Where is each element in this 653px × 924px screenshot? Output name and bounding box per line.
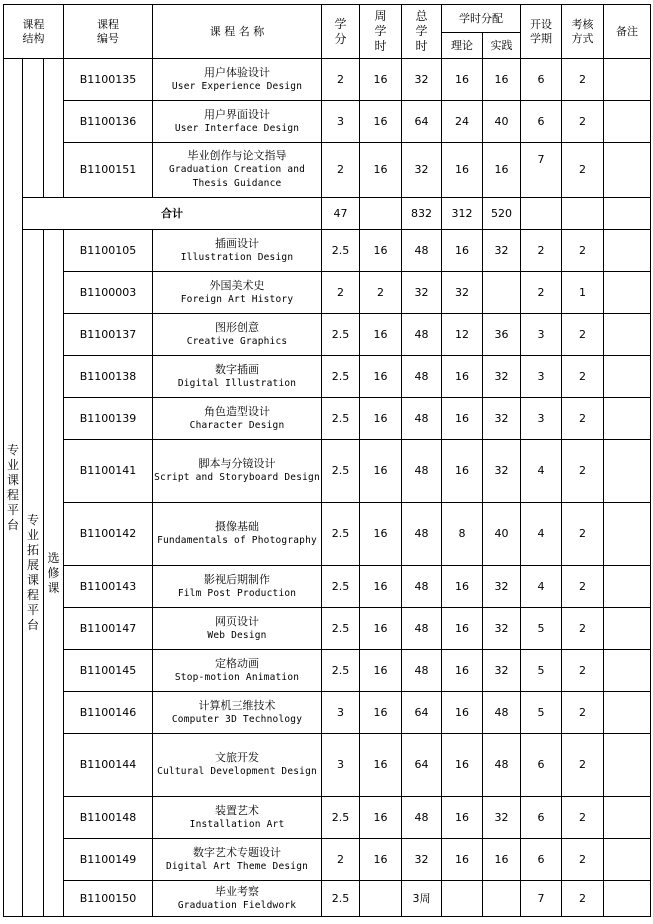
table-row bbox=[4, 356, 651, 398]
assessment-cell: 2 bbox=[562, 608, 604, 650]
credit-cell: 2.5 bbox=[322, 608, 360, 650]
remarks-cell bbox=[604, 734, 651, 797]
total-hours-cell: 32 bbox=[402, 143, 442, 198]
credit-cell: 2.5 bbox=[322, 503, 360, 566]
assessment-cell: 2 bbox=[562, 440, 604, 503]
total-semester bbox=[521, 198, 562, 230]
assessment-cell: 2 bbox=[562, 101, 604, 143]
course-name-en: Graduation Creation and Thesis Guidance bbox=[168, 164, 306, 189]
remarks-cell bbox=[604, 650, 651, 692]
semester-cell: 5 bbox=[521, 650, 562, 692]
table-row bbox=[4, 101, 651, 143]
course-code: B1100144 bbox=[64, 734, 153, 797]
total-hours-cell: 64 bbox=[402, 692, 442, 734]
course-table bbox=[3, 4, 651, 917]
course-code: B1100151 bbox=[64, 143, 153, 198]
semester-cell: 2 bbox=[521, 230, 562, 272]
theory-hours-cell: 16 bbox=[442, 566, 483, 608]
weekly-hours-cell: 16 bbox=[360, 101, 402, 143]
remarks-cell bbox=[604, 692, 651, 734]
credit-cell: 2.5 bbox=[322, 797, 360, 839]
total-hours-cell: 48 bbox=[402, 650, 442, 692]
practice-hours-cell: 40 bbox=[483, 503, 521, 566]
semester-cell: 4 bbox=[521, 566, 562, 608]
assessment-cell: 2 bbox=[562, 839, 604, 881]
theory-hours-cell: 16 bbox=[442, 398, 483, 440]
course-name-en: Illustration Design bbox=[180, 251, 294, 263]
total-label: 合计 bbox=[23, 198, 322, 230]
course-name-en: Computer 3D Technology bbox=[171, 713, 303, 725]
weekly-hours-cell: 16 bbox=[360, 839, 402, 881]
semester-cell: 3 bbox=[521, 314, 562, 356]
header-total-hours: 总学时 bbox=[402, 5, 442, 59]
weekly-hours-cell: 16 bbox=[360, 503, 402, 566]
assessment-cell: 2 bbox=[562, 230, 604, 272]
course-name-cn: 用户界面设计 bbox=[204, 107, 271, 121]
course-name bbox=[153, 59, 322, 101]
course-code: B1100136 bbox=[64, 101, 153, 143]
course-name-cn: 毕业考察 bbox=[215, 884, 260, 898]
total-hours-cell: 64 bbox=[402, 101, 442, 143]
header-hours-distribution: 学时分配 bbox=[442, 5, 521, 33]
practice-hours-cell: 32 bbox=[483, 398, 521, 440]
table-row bbox=[4, 440, 651, 503]
course-name bbox=[153, 503, 322, 566]
assessment-cell: 1 bbox=[562, 272, 604, 314]
weekly-hours-cell: 16 bbox=[360, 734, 402, 797]
total-hours-cell: 64 bbox=[402, 734, 442, 797]
practice-hours-cell: 48 bbox=[483, 734, 521, 797]
remarks-cell bbox=[604, 101, 651, 143]
course-code: B1100147 bbox=[64, 608, 153, 650]
course-name-cn: 影视后期制作 bbox=[204, 572, 271, 586]
course-name-en: Fundamentals of Photography bbox=[157, 535, 317, 546]
table-row bbox=[4, 692, 651, 734]
semester-cell: 5 bbox=[521, 692, 562, 734]
course-name-cn: 数字插画 bbox=[215, 362, 260, 376]
credit-cell: 2 bbox=[322, 839, 360, 881]
course-name-cn: 插画设计 bbox=[215, 236, 260, 250]
credit-cell: 2.5 bbox=[322, 314, 360, 356]
structure-platform: 专业课程平台 bbox=[4, 59, 23, 917]
credit-cell: 3 bbox=[322, 734, 360, 797]
table-row bbox=[4, 398, 651, 440]
course-name bbox=[153, 398, 322, 440]
remarks-cell bbox=[604, 230, 651, 272]
total-credit: 47 bbox=[322, 198, 360, 230]
theory-hours-cell: 16 bbox=[442, 59, 483, 101]
semester-cell: 7 bbox=[521, 143, 562, 198]
theory-hours-cell: 12 bbox=[442, 314, 483, 356]
assessment-cell: 2 bbox=[562, 398, 604, 440]
course-name-en: Creative Graphics bbox=[186, 335, 288, 347]
course-name-cn: 外国美术史 bbox=[209, 278, 265, 292]
theory-hours-cell: 16 bbox=[442, 230, 483, 272]
total-hours-cell: 32 bbox=[402, 839, 442, 881]
theory-hours-cell: 16 bbox=[442, 692, 483, 734]
header-structure: 课程结构 bbox=[4, 5, 64, 59]
course-code: B1100145 bbox=[64, 650, 153, 692]
weekly-hours-cell: 16 bbox=[360, 440, 402, 503]
course-code: B1100146 bbox=[64, 692, 153, 734]
course-code: B1100003 bbox=[64, 272, 153, 314]
practice-hours-cell: 32 bbox=[483, 797, 521, 839]
credit-cell: 2.5 bbox=[322, 881, 360, 917]
course-name-en: Film Post Production bbox=[177, 587, 297, 599]
semester-cell: 4 bbox=[521, 440, 562, 503]
practice-hours-cell: 40 bbox=[483, 101, 521, 143]
table-row bbox=[4, 272, 651, 314]
table-row bbox=[4, 59, 651, 101]
practice-hours-cell: 32 bbox=[483, 440, 521, 503]
theory-hours-cell: 32 bbox=[442, 272, 483, 314]
theory-hours-cell: 16 bbox=[442, 839, 483, 881]
course-code: B1100148 bbox=[64, 797, 153, 839]
credit-cell: 2.5 bbox=[322, 650, 360, 692]
semester-cell: 2 bbox=[521, 272, 562, 314]
assessment-cell: 2 bbox=[562, 692, 604, 734]
header-credit: 学分 bbox=[322, 5, 360, 59]
course-name-en: User Experience Design bbox=[171, 80, 303, 92]
practice-hours-cell bbox=[483, 272, 521, 314]
course-code: B1100137 bbox=[64, 314, 153, 356]
remarks-cell bbox=[604, 503, 651, 566]
theory-hours-cell: 16 bbox=[442, 143, 483, 198]
weekly-hours-cell: 16 bbox=[360, 314, 402, 356]
weekly-hours-cell: 16 bbox=[360, 143, 402, 198]
theory-hours-cell: 16 bbox=[442, 734, 483, 797]
total-hours-cell: 48 bbox=[402, 608, 442, 650]
course-name bbox=[153, 440, 322, 503]
structure-spacer bbox=[23, 59, 44, 198]
weekly-hours-cell bbox=[360, 881, 402, 917]
weekly-hours-cell: 16 bbox=[360, 608, 402, 650]
course-name bbox=[153, 272, 322, 314]
semester-cell: 5 bbox=[521, 608, 562, 650]
semester-cell: 7 bbox=[521, 881, 562, 917]
assessment-cell: 2 bbox=[562, 143, 604, 198]
total-hours: 832 bbox=[402, 198, 442, 230]
course-name bbox=[153, 101, 322, 143]
table-row bbox=[4, 608, 651, 650]
assessment-cell: 2 bbox=[562, 881, 604, 917]
practice-hours-cell: 32 bbox=[483, 650, 521, 692]
assessment-cell: 2 bbox=[562, 503, 604, 566]
course-name bbox=[153, 881, 322, 917]
total-hours-cell: 48 bbox=[402, 356, 442, 398]
header-name: 课 程 名 称 bbox=[153, 5, 322, 59]
course-name bbox=[153, 692, 322, 734]
course-name-cn: 数字艺术专题设计 bbox=[193, 845, 282, 859]
remarks-cell bbox=[604, 143, 651, 198]
total-weekly bbox=[360, 198, 402, 230]
course-name-en: Web Design bbox=[207, 629, 267, 641]
theory-hours-cell: 16 bbox=[442, 608, 483, 650]
weekly-hours-cell: 16 bbox=[360, 230, 402, 272]
weekly-hours-cell: 16 bbox=[360, 356, 402, 398]
theory-hours-cell: 8 bbox=[442, 503, 483, 566]
remarks-cell bbox=[604, 566, 651, 608]
course-name-en: Cultural Development Design bbox=[157, 766, 317, 777]
remarks-cell bbox=[604, 797, 651, 839]
course-name bbox=[153, 650, 322, 692]
table-row bbox=[4, 503, 651, 566]
practice-hours-cell: 32 bbox=[483, 356, 521, 398]
header-weekly-hours: 周学时 bbox=[360, 5, 402, 59]
course-name-cn: 装置艺术 bbox=[215, 803, 260, 817]
course-name-cn: 摄像基础 bbox=[215, 520, 260, 533]
semester-cell: 6 bbox=[521, 101, 562, 143]
remarks-cell bbox=[604, 59, 651, 101]
course-code: B1100139 bbox=[64, 398, 153, 440]
total-remarks bbox=[604, 198, 651, 230]
course-name-cn: 图形创意 bbox=[215, 320, 260, 334]
theory-hours-cell: 16 bbox=[442, 356, 483, 398]
total-hours-cell: 48 bbox=[402, 797, 442, 839]
course-code: B1100105 bbox=[64, 230, 153, 272]
total-hours-cell: 32 bbox=[402, 272, 442, 314]
course-name bbox=[153, 839, 322, 881]
credit-cell: 2.5 bbox=[322, 398, 360, 440]
credit-cell: 3 bbox=[322, 692, 360, 734]
assessment-cell: 2 bbox=[562, 734, 604, 797]
total-hours-cell: 32 bbox=[402, 59, 442, 101]
semester-cell: 6 bbox=[521, 734, 562, 797]
credit-cell: 2 bbox=[322, 272, 360, 314]
course-name bbox=[153, 566, 322, 608]
course-code: B1100143 bbox=[64, 566, 153, 608]
structure-spacer bbox=[44, 59, 64, 198]
course-name-cn: 网页设计 bbox=[215, 614, 260, 628]
total-hours-cell: 3周 bbox=[402, 881, 442, 917]
theory-hours-cell: 24 bbox=[442, 101, 483, 143]
practice-hours-cell: 32 bbox=[483, 608, 521, 650]
structure-elective: 选修课 bbox=[44, 230, 64, 917]
weekly-hours-cell: 16 bbox=[360, 650, 402, 692]
course-code: B1100138 bbox=[64, 356, 153, 398]
table-row bbox=[4, 881, 651, 917]
course-name-en: Installation Art bbox=[189, 818, 285, 830]
practice-hours-cell: 16 bbox=[483, 59, 521, 101]
header-remarks: 备注 bbox=[604, 5, 651, 59]
course-name bbox=[153, 608, 322, 650]
course-name-cn: 定格动画 bbox=[215, 656, 260, 670]
remarks-cell bbox=[604, 398, 651, 440]
weekly-hours-cell: 16 bbox=[360, 59, 402, 101]
table-row bbox=[4, 566, 651, 608]
header-theory: 理论 bbox=[442, 33, 483, 59]
weekly-hours-cell: 16 bbox=[360, 566, 402, 608]
practice-hours-cell: 16 bbox=[483, 143, 521, 198]
weekly-hours-cell: 16 bbox=[360, 797, 402, 839]
assessment-cell: 2 bbox=[562, 59, 604, 101]
course-code: B1100142 bbox=[64, 503, 153, 566]
weekly-hours-cell: 16 bbox=[360, 692, 402, 734]
table-row bbox=[4, 839, 651, 881]
practice-hours-cell: 32 bbox=[483, 566, 521, 608]
weekly-hours-cell: 16 bbox=[360, 398, 402, 440]
assessment-cell: 2 bbox=[562, 650, 604, 692]
table-row bbox=[4, 314, 651, 356]
practice-hours-cell: 36 bbox=[483, 314, 521, 356]
header-assessment: 考核方式 bbox=[562, 5, 604, 59]
semester-cell: 6 bbox=[521, 59, 562, 101]
total-hours-cell: 48 bbox=[402, 314, 442, 356]
semester-cell: 6 bbox=[521, 839, 562, 881]
total-hours-cell: 48 bbox=[402, 566, 442, 608]
header-row bbox=[4, 5, 651, 33]
table-row bbox=[4, 797, 651, 839]
header-code: 课程编号 bbox=[64, 5, 153, 59]
remarks-cell bbox=[604, 881, 651, 917]
course-code: B1100141 bbox=[64, 440, 153, 503]
header-practice: 实践 bbox=[483, 33, 521, 59]
total-practice: 520 bbox=[483, 198, 521, 230]
course-name bbox=[153, 143, 322, 198]
table-row bbox=[4, 143, 651, 198]
remarks-cell bbox=[604, 272, 651, 314]
credit-cell: 2.5 bbox=[322, 230, 360, 272]
assessment-cell: 2 bbox=[562, 566, 604, 608]
course-code: B1100150 bbox=[64, 881, 153, 917]
total-hours-cell: 48 bbox=[402, 230, 442, 272]
course-code: B1100135 bbox=[64, 59, 153, 101]
practice-hours-cell: 48 bbox=[483, 692, 521, 734]
course-name bbox=[153, 734, 322, 797]
credit-cell: 2 bbox=[322, 143, 360, 198]
course-name-en: Digital Illustration bbox=[177, 377, 297, 389]
theory-hours-cell: 16 bbox=[442, 797, 483, 839]
course-name-en: Script and Storyboard Design bbox=[154, 472, 320, 483]
course-name-en: Stop-motion Animation bbox=[174, 671, 300, 683]
course-name-en: User Interface Design bbox=[174, 122, 300, 134]
total-row bbox=[4, 198, 651, 230]
weekly-hours-cell: 2 bbox=[360, 272, 402, 314]
course-code: B1100149 bbox=[64, 839, 153, 881]
course-name bbox=[153, 314, 322, 356]
course-name-cn: 用户体验设计 bbox=[204, 65, 271, 79]
semester-cell: 3 bbox=[521, 356, 562, 398]
assessment-cell: 2 bbox=[562, 797, 604, 839]
course-name bbox=[153, 797, 322, 839]
course-name bbox=[153, 230, 322, 272]
total-theory: 312 bbox=[442, 198, 483, 230]
credit-cell: 2.5 bbox=[322, 356, 360, 398]
remarks-cell bbox=[604, 440, 651, 503]
semester-cell: 6 bbox=[521, 797, 562, 839]
total-hours-cell: 48 bbox=[402, 398, 442, 440]
total-assessment bbox=[562, 198, 604, 230]
header-semester: 开设学期 bbox=[521, 5, 562, 59]
theory-hours-cell: 16 bbox=[442, 650, 483, 692]
practice-hours-cell: 32 bbox=[483, 230, 521, 272]
practice-hours-cell: 16 bbox=[483, 839, 521, 881]
remarks-cell bbox=[604, 839, 651, 881]
assessment-cell: 2 bbox=[562, 314, 604, 356]
remarks-cell bbox=[604, 314, 651, 356]
course-name-cn: 脚本与分镜设计 bbox=[198, 457, 276, 470]
course-name-en: Foreign Art History bbox=[180, 293, 294, 305]
structure-sub-platform: 专业拓展课程平台 bbox=[23, 230, 44, 917]
course-name-cn: 毕业创作与论文指导 bbox=[187, 149, 287, 162]
theory-hours-cell bbox=[442, 881, 483, 917]
remarks-cell bbox=[604, 356, 651, 398]
credit-cell: 2.5 bbox=[322, 566, 360, 608]
semester-cell: 3 bbox=[521, 398, 562, 440]
total-hours-cell: 48 bbox=[402, 440, 442, 503]
course-name-cn: 角色造型设计 bbox=[204, 404, 271, 418]
table-row bbox=[4, 650, 651, 692]
course-name-en: Digital Art Theme Design bbox=[165, 860, 309, 872]
course-name-cn: 计算机三维技术 bbox=[198, 698, 276, 712]
practice-hours-cell bbox=[483, 881, 521, 917]
assessment-cell: 2 bbox=[562, 356, 604, 398]
semester-cell: 4 bbox=[521, 503, 562, 566]
course-name bbox=[153, 356, 322, 398]
table-row bbox=[4, 734, 651, 797]
credit-cell: 2.5 bbox=[322, 440, 360, 503]
credit-cell: 3 bbox=[322, 101, 360, 143]
course-name-cn: 文旅开发 bbox=[215, 751, 260, 764]
course-name-en: Graduation Fieldwork bbox=[177, 899, 297, 911]
course-name-en: Character Design bbox=[189, 419, 285, 431]
table-row bbox=[4, 230, 651, 272]
credit-cell: 2 bbox=[322, 59, 360, 101]
remarks-cell bbox=[604, 608, 651, 650]
theory-hours-cell: 16 bbox=[442, 440, 483, 503]
total-hours-cell: 48 bbox=[402, 503, 442, 566]
